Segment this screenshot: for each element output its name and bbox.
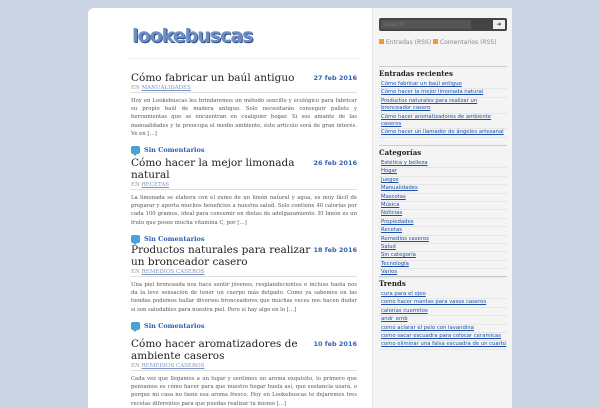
recent-post-link[interactable]: Cómo hacer la mejor limonada natural: [379, 89, 507, 97]
category-link[interactable]: REMEDIOS CASEROS: [141, 363, 205, 369]
sidebar: [372, 8, 512, 408]
post: [131, 244, 357, 331]
category-item[interactable]: Sin categoría: [379, 252, 507, 260]
category-item[interactable]: Salud: [379, 244, 507, 252]
post: [131, 338, 357, 408]
comments-link[interactable]: [131, 321, 357, 331]
trend-link[interactable]: como eliminar una falsa escuadra de un cuarto: [379, 341, 507, 349]
search-box: [379, 18, 507, 31]
post-title[interactable]: Productos naturales para realizar un bronceador casero: [131, 244, 311, 268]
rss-icon: [379, 39, 384, 44]
post-title[interactable]: Cómo fabricar un baúl antiguo: [131, 72, 295, 84]
recent-posts-list: [379, 81, 507, 138]
feed-comments-link[interactable]: Comentarios (RSS): [440, 39, 497, 46]
feed-links: [379, 39, 507, 47]
recent-post-link[interactable]: Cómo hacer un llamador de ángeles artesanal: [379, 129, 507, 137]
category-item[interactable]: Mascotas: [379, 194, 507, 202]
trends-title: Trends: [379, 279, 406, 288]
post-excerpt: Hoy en Lookebuscas les brindaremos un método sencillo y ecológico para fabricar su propio baúl de madera antiguo. Solo necesitarán conseguir pallets y herramientas que se encuentran en cualquier hogar. Si sos amante de las manualidades y te preocupa el medio ambiente, éste artículo será de gran interés. Ve en […]: [131, 98, 357, 137]
post-title[interactable]: Cómo hacer la mejor limonada natural: [131, 157, 295, 181]
post-category: [131, 182, 357, 190]
post-category: [131, 363, 357, 371]
category-link[interactable]: MANUALIDADES: [141, 85, 191, 91]
category-item[interactable]: Música: [379, 202, 507, 210]
post-category: [131, 269, 357, 277]
feed-entries-link[interactable]: Entradas (RSS): [386, 39, 432, 46]
trend-link[interactable]: andr_emb: [379, 316, 507, 324]
post: [131, 157, 357, 244]
trend-link[interactable]: como hacer mantas para vasos caseros: [379, 299, 507, 307]
trend-link[interactable]: como sacar escuadra para colocar ceramicas: [379, 333, 507, 341]
category-link[interactable]: REMEDIOS CASEROS: [141, 269, 205, 275]
widget-divider: [379, 66, 507, 67]
comment-icon: [131, 322, 140, 330]
category-link[interactable]: RECETAS: [141, 182, 170, 188]
post-excerpt: La limonada se elabora con el zumo de un limón natural y agua, es muy fácil de preparar y aporta muchos beneficios a nuestra salud. Solo contiene 40 calorías por cada 100 gramos, ideal para consumir en dietas de adelgazamiento. El limón es un fruto que posee mucha vitamina C, por […]: [131, 195, 357, 226]
post: [131, 72, 357, 155]
page: [88, 8, 512, 408]
category-item[interactable]: Noticias: [379, 210, 507, 218]
post-excerpt: Cada vez que llegamos a un lugar y sentimos un aroma exquisito, lo primero que pensamos es cómo hacer para que nuestro hogar huela así, que sustancia usará, o porque mi casa no tiene esa aroma fresco. Hoy en Lookebuscas te dejaremos tres recetas diferentes para que puedas realizar tu mismo […]: [131, 376, 357, 407]
category-item[interactable]: Estética y belleza: [379, 160, 507, 168]
post-date: 27 feb 2016: [313, 74, 357, 82]
category-item[interactable]: Recetas: [379, 227, 507, 235]
header-divider: [128, 58, 360, 59]
category-item[interactable]: Tecnología: [379, 261, 507, 269]
main-content: [88, 8, 370, 408]
rss-icon: [433, 39, 438, 44]
category-item[interactable]: Hogar: [379, 168, 507, 176]
categories-list: [379, 160, 507, 278]
post-date: 10 feb 2016: [313, 340, 357, 348]
comments-link[interactable]: [131, 145, 357, 155]
category-prefix: EN: [131, 269, 140, 275]
category-prefix: EN: [131, 85, 140, 91]
category-item[interactable]: Varios: [379, 269, 507, 277]
comment-icon: [131, 235, 140, 243]
post-date: 26 feb 2016: [313, 159, 357, 167]
search-input[interactable]: [381, 20, 471, 29]
recent-posts-title: Entradas recientes: [379, 69, 453, 78]
comments-label[interactable]: Sin Comentarios: [144, 234, 205, 243]
category-item[interactable]: Juegos: [379, 177, 507, 185]
comments-label[interactable]: Sin Comentarios: [144, 146, 205, 155]
category-item[interactable]: Remedios caseros: [379, 236, 507, 244]
trend-link[interactable]: cura para el ojeo: [379, 291, 507, 299]
widget-divider: [379, 276, 507, 277]
search-button[interactable]: ➜: [493, 20, 505, 29]
post-excerpt: Una piel bronceada nos hace sentir jóvenes, resplandecientes e incluso hasta nos da la leve sensación de tener un cuerpo más delgado. Como ya sabemos en las tiendas podemos hallar diversos bronceadores que muchas veces nos hacen dudar si son saludables para nuestra piel. Pero si hay algo en lo […]: [131, 282, 357, 313]
trend-link[interactable]: como aclarar el pelo con lavandina: [379, 325, 507, 333]
comments-link[interactable]: [131, 234, 357, 244]
categories-title: Categorías: [379, 148, 422, 157]
recent-post-link[interactable]: Cómo fabricar un baúl antiguo: [379, 81, 507, 89]
trends-list: [379, 291, 507, 350]
category-item[interactable]: Manualidades: [379, 185, 507, 193]
category-prefix: EN: [131, 182, 140, 188]
site-logo[interactable]: lookebuscas: [132, 25, 253, 47]
category-item[interactable]: Propiedades: [379, 219, 507, 227]
recent-post-link[interactable]: Cómo hacer aromatizadores de ambiente caseros: [379, 114, 507, 130]
category-prefix: EN: [131, 363, 140, 369]
widget-divider: [379, 145, 507, 146]
post-title[interactable]: Cómo hacer aromatizadores de ambiente caseros: [131, 338, 298, 362]
comment-icon: [131, 146, 140, 154]
post-date: 18 feb 2016: [313, 246, 357, 254]
post-category: [131, 85, 357, 93]
comments-label[interactable]: Sin Comentarios: [144, 321, 205, 330]
trend-link[interactable]: calorías cuernitos: [379, 308, 507, 316]
recent-post-link[interactable]: Productos naturales para realizar un bronceador casero: [379, 98, 507, 114]
